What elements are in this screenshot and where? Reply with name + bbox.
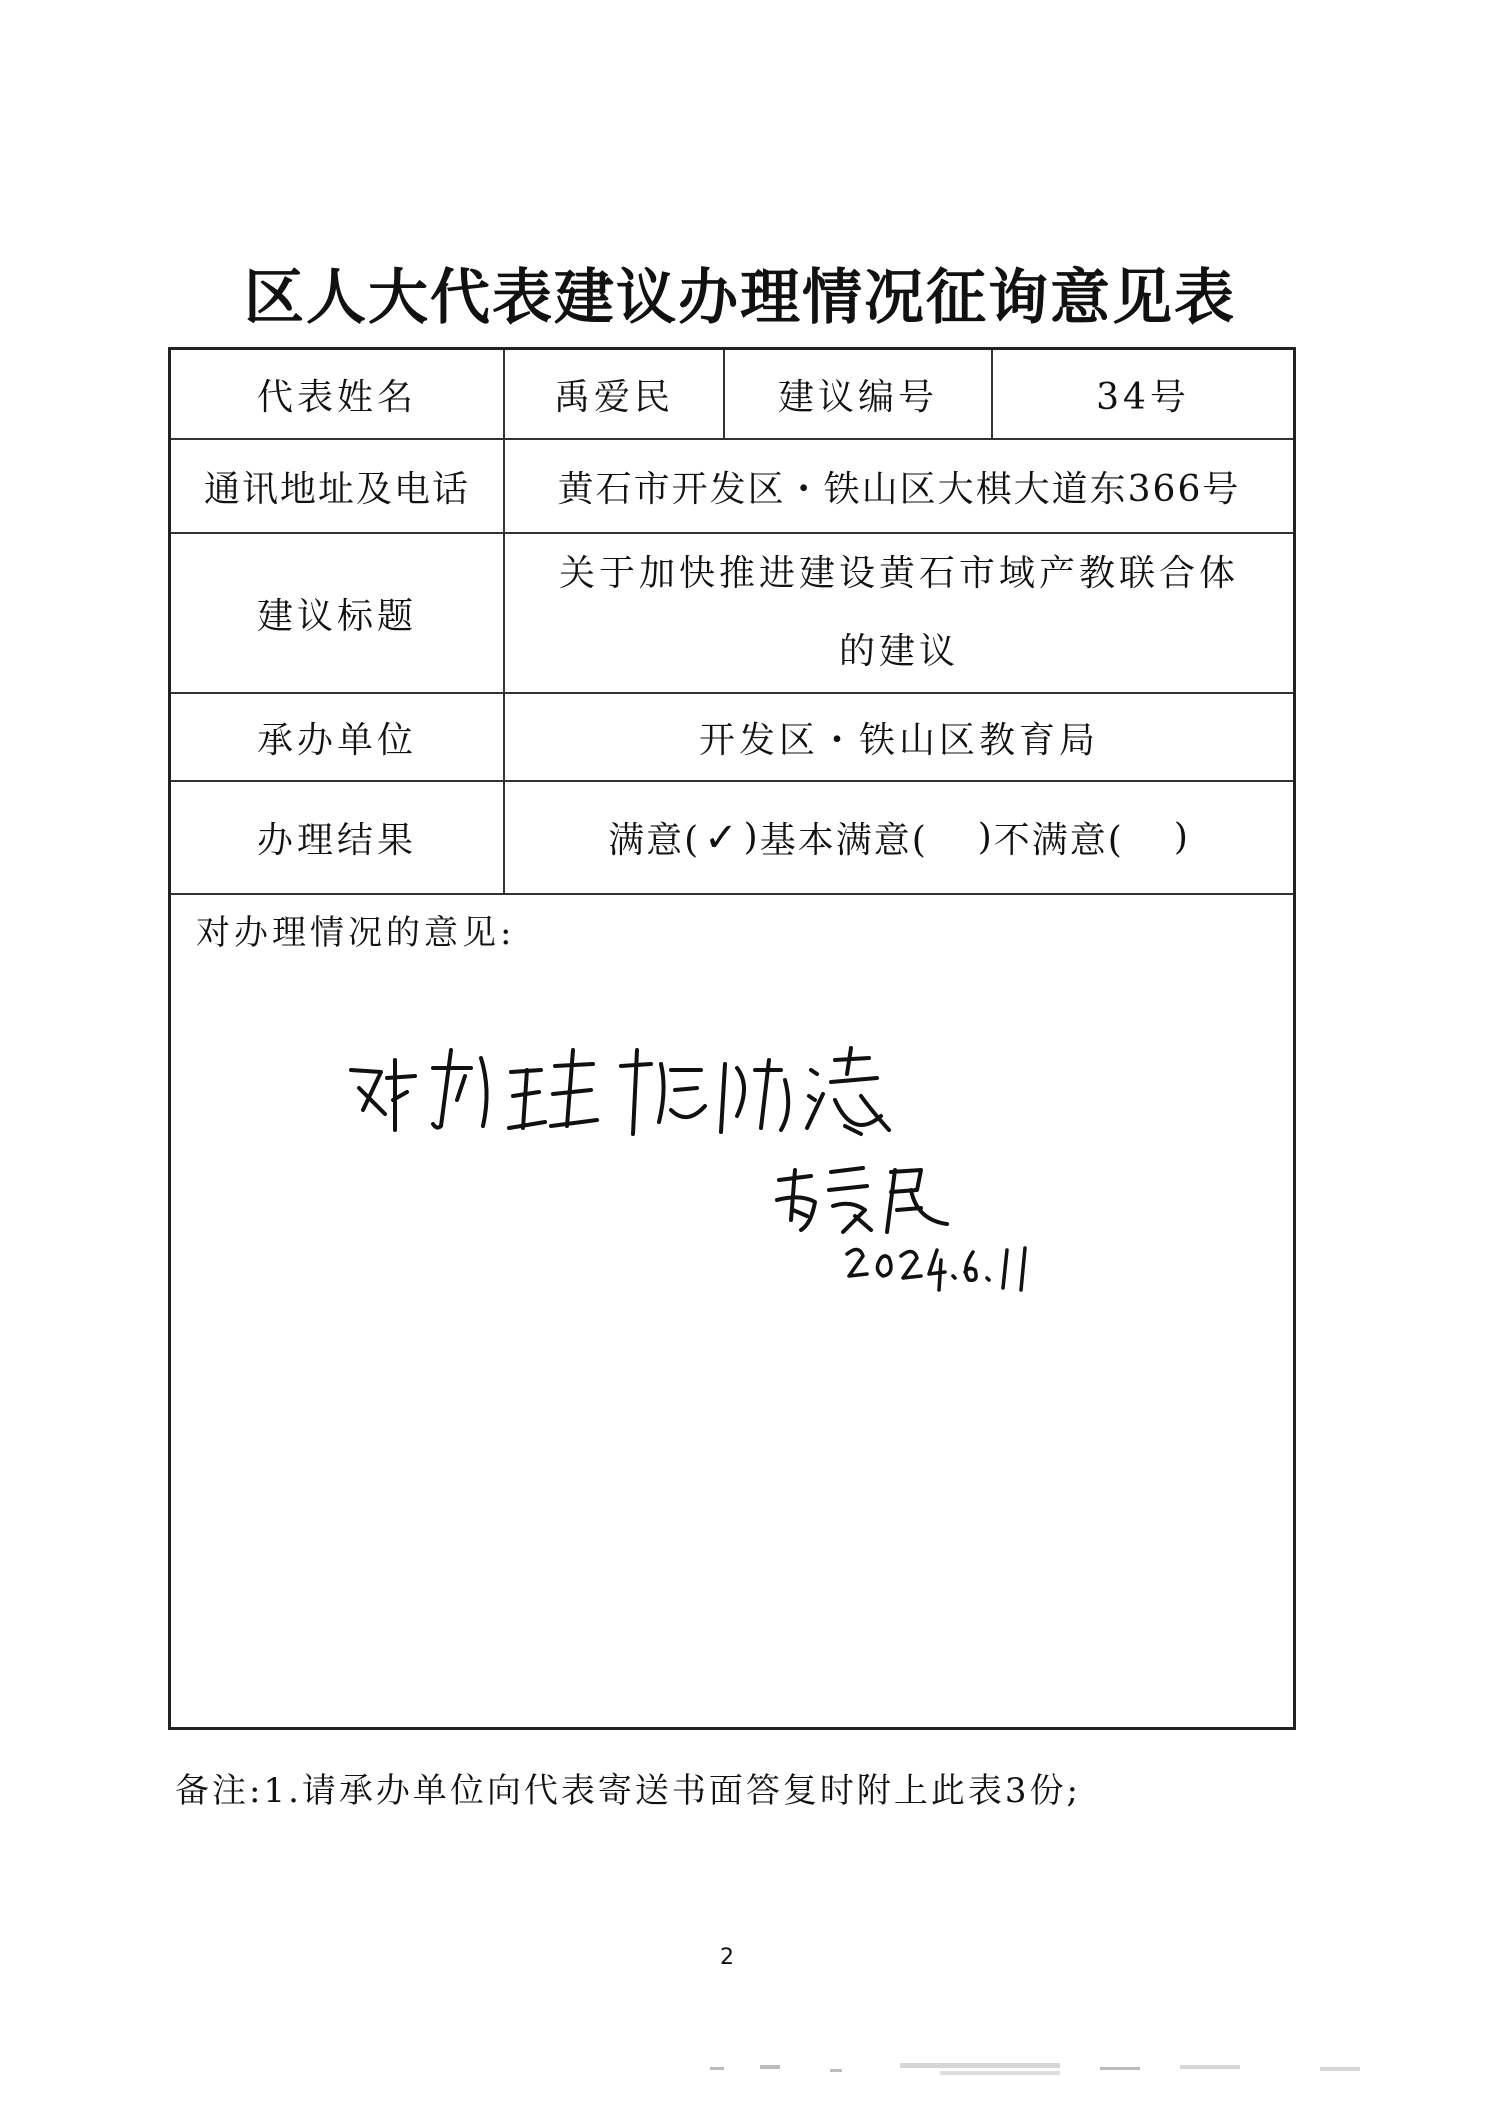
- proposal-number-label: 建议编号: [777, 376, 938, 418]
- result-label: 办理结果: [256, 820, 417, 861]
- handwritten-opinion: [341, 1030, 941, 1150]
- proposal-title-label: 建议标题: [256, 595, 417, 637]
- proposal-number: 34号: [1096, 376, 1190, 418]
- check-mark-icon: ✓: [704, 814, 740, 861]
- proposal-title: [505, 534, 1293, 692]
- row-divider: [171, 893, 1293, 895]
- result-options: [505, 782, 1293, 893]
- option-satisfied: 满意(: [608, 820, 701, 861]
- signature-date: [841, 1230, 1041, 1300]
- representative-name: 禹爱民: [553, 376, 674, 418]
- address-phone: 黄石市开发区・铁山区大棋大道东366号: [557, 468, 1241, 510]
- option-basic-satisfied: 基本满意(: [759, 820, 928, 861]
- option-unsatisfied-close: ): [1173, 817, 1190, 858]
- representative-name-label: 代表姓名: [256, 376, 417, 418]
- opinion-form-table: [168, 347, 1296, 1730]
- page-number: 2: [720, 1945, 734, 1970]
- proposal-title-line2: 的建议: [838, 631, 959, 672]
- handling-unit: 开发区・铁山区教育局: [698, 719, 1099, 761]
- option-satisfied-close: ): [743, 817, 760, 858]
- handling-unit-label: 承办单位: [256, 719, 417, 761]
- footnote: 备注:1.请承办单位向代表寄送书面答复时附上此表3份;: [175, 1771, 1081, 1811]
- signature: [771, 1150, 971, 1240]
- opinion-label: 对办理情况的意见:: [196, 913, 516, 953]
- document-title: 区人大代表建议办理情况征询意见表: [244, 263, 1236, 333]
- proposal-title-line1: 关于加快推进建设黄石市域产教联合体: [558, 553, 1239, 594]
- scan-noise: [700, 2055, 1460, 2085]
- option-basic-close: ): [977, 817, 994, 858]
- option-unsatisfied: 不满意(: [993, 820, 1124, 861]
- address-phone-label: 通讯地址及电话: [203, 468, 470, 510]
